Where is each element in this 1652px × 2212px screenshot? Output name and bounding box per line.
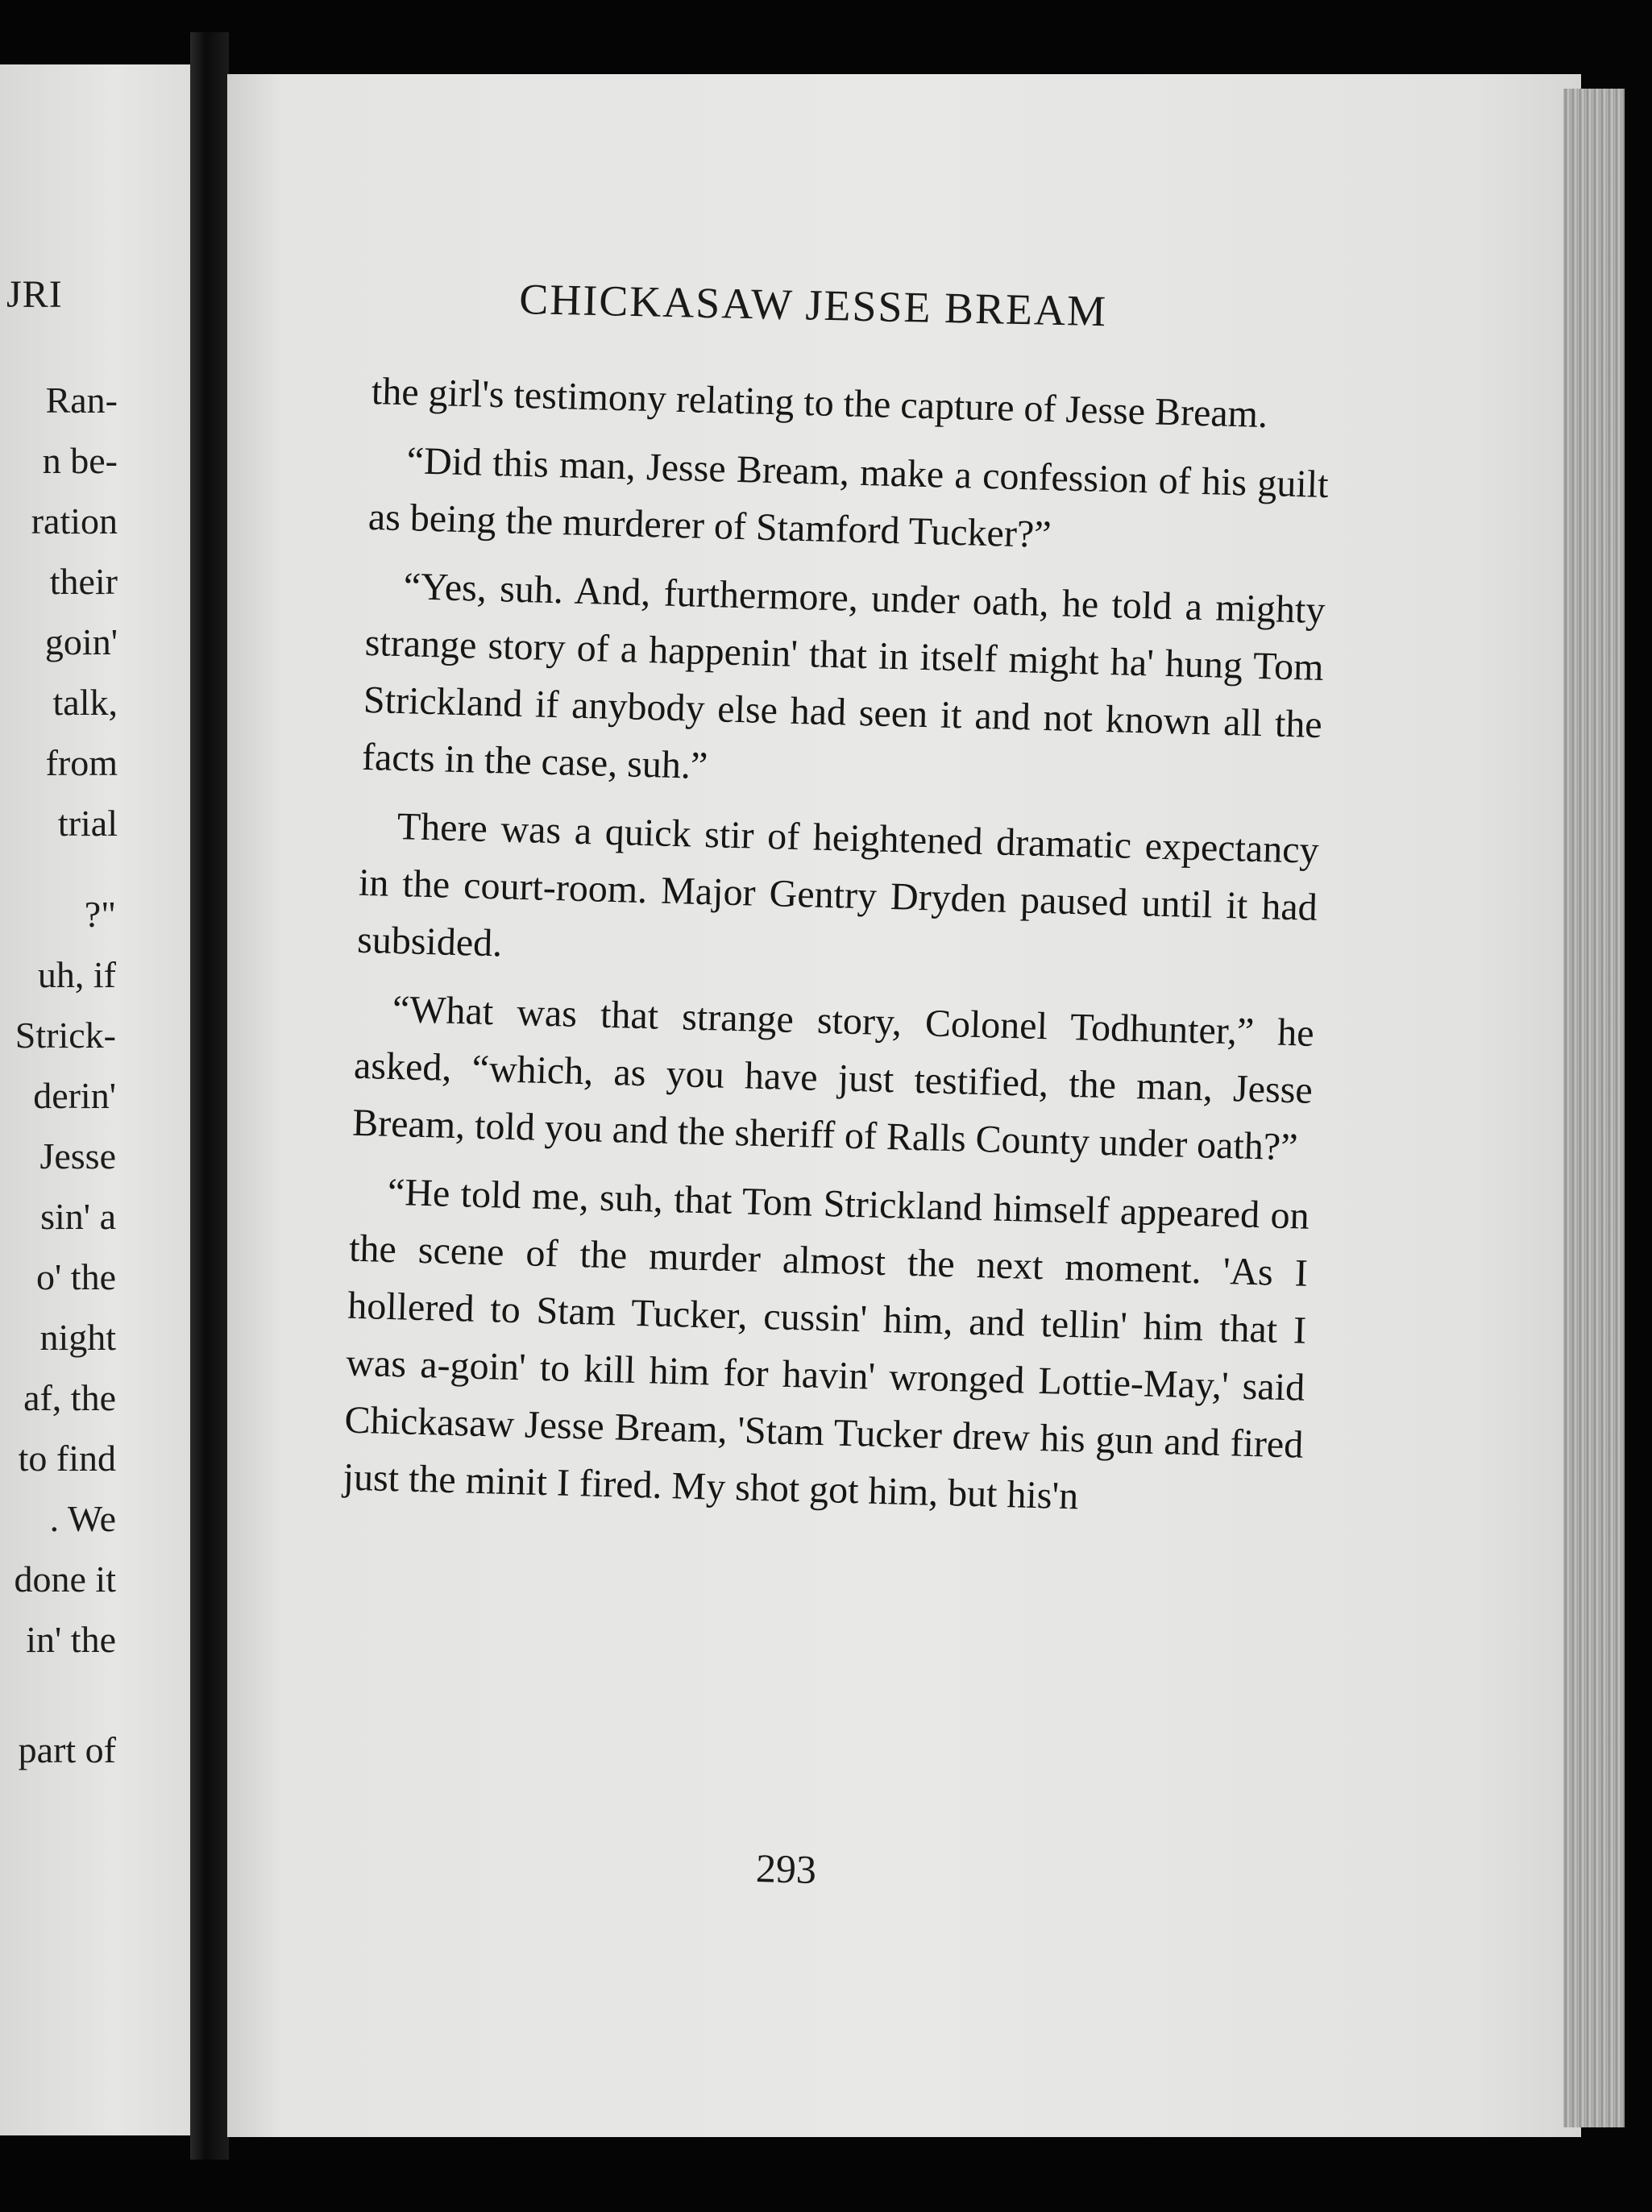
- left-page-line: af, the: [23, 1377, 116, 1418]
- left-page-running-head: JRI: [6, 273, 63, 316]
- left-page-line: in' the: [26, 1619, 116, 1660]
- left-page-line: uh, if: [37, 954, 116, 995]
- left-page-line: to find: [18, 1438, 116, 1479]
- paragraph: “He told me, suh, that Tom Strickland himself appeared on the scene of the murder almost the next moment. 'As I hollered to Stam Tucker, cussin' him, and tellin' him that I was a-goin' to kill him for havin' wronged Lottie-May,' said Chickasaw Jesse Bream, 'Stam Tucker drew his gun and fired just the minit I fired. My shot got him, but his'n: [342, 1170, 1310, 1518]
- paragraph: “Yes, suh. And, furthermore, under oath, he told a mighty strange story of a happenin' that in itself might ha' hung Tom Strickland if anybody else had seen it and not known all the facts in the case, suh.”: [361, 565, 1326, 788]
- left-page-line: from: [45, 742, 118, 783]
- page-edges: [1563, 89, 1625, 2127]
- left-page-line: talk,: [52, 682, 118, 723]
- body-text: [342, 363, 1330, 1542]
- left-page-line: done it: [14, 1558, 116, 1600]
- paragraph: the girl's testimony relating to the capture of Jesse Bream.: [371, 369, 1268, 437]
- book-gutter: [190, 32, 229, 2160]
- left-page-line: night: [39, 1317, 116, 1358]
- left-page-line: trial: [57, 803, 118, 844]
- page-number: 293: [755, 1845, 817, 1892]
- left-page-line: their: [49, 561, 118, 602]
- paragraph: “Did this man, Jesse Bream, make a confession of his guilt as being the murderer of Stamford Tucker?”: [367, 439, 1330, 557]
- left-page-line: part of: [18, 1729, 116, 1770]
- left-page-line: . We: [49, 1498, 116, 1539]
- left-page-line: derin': [33, 1075, 116, 1116]
- left-page-line: Strick-: [15, 1015, 116, 1056]
- left-page-line: Jesse: [39, 1135, 116, 1177]
- left-page-line: goin': [44, 621, 118, 662]
- left-page-line: n be-: [42, 440, 118, 481]
- running-head: CHICKASAW JESSE BREAM: [518, 274, 1108, 336]
- left-page-line: sin' a: [40, 1196, 116, 1237]
- paragraph: “What was that strange story, Colonel Todhunter,” he asked, “which, as you have just testified, the man, Jesse Bream, told you and the sheriff of Ralls County under oath?”: [351, 987, 1315, 1169]
- left-page-line: ration: [31, 500, 118, 542]
- left-page-line: Ran-: [45, 380, 118, 421]
- paragraph: There was a quick stir of heightened dramatic expectancy in the court-room. Major Gentry Dryden paused until it had subsided.: [356, 805, 1320, 965]
- left-page-line: o' the: [36, 1256, 116, 1297]
- left-page-line: ?": [84, 894, 116, 935]
- left-page: [0, 64, 193, 2135]
